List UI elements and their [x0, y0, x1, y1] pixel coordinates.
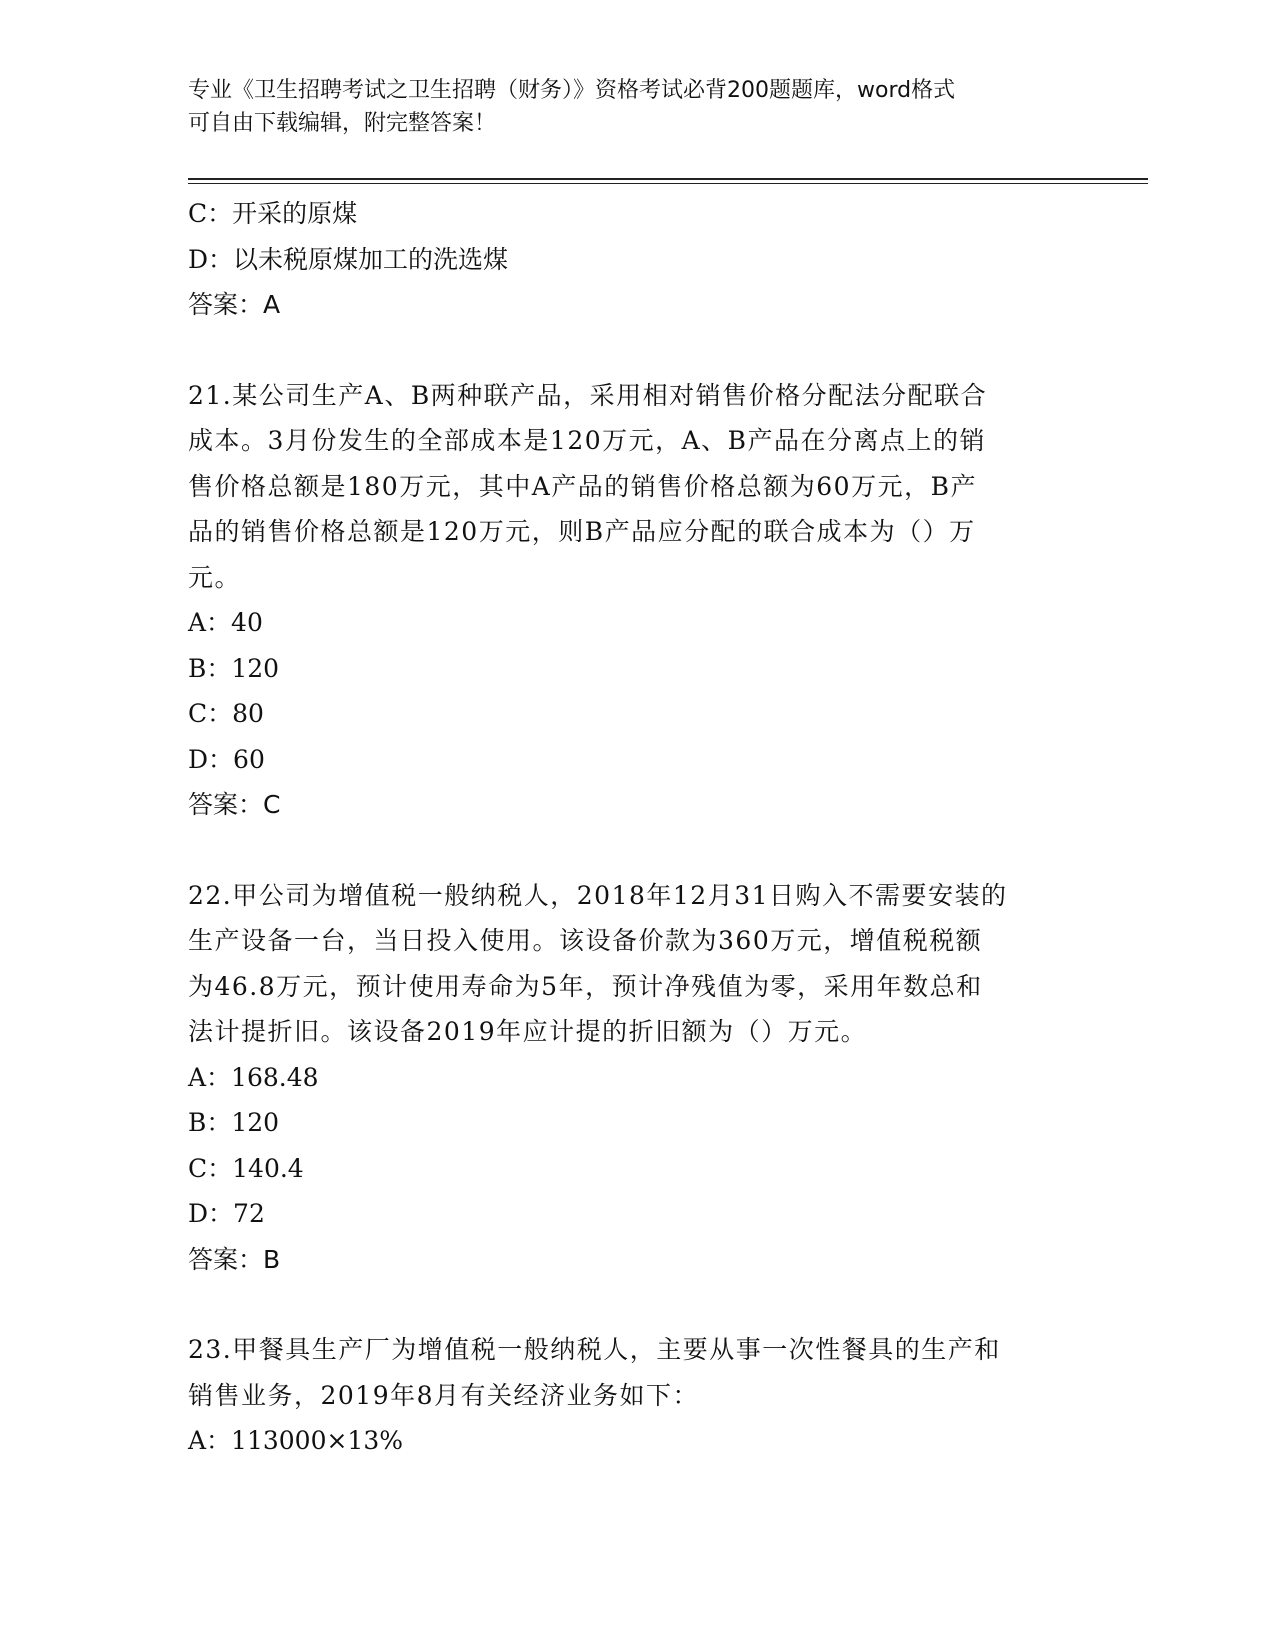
- question-text-line: 生产设备一台，当日投入使用。该设备价款为360万元，增值税税额: [188, 926, 983, 955]
- question-21: [188, 373, 1088, 828]
- option-b: B：120: [188, 1108, 280, 1137]
- question-content: [188, 191, 1088, 1464]
- question-text-line: 元。: [188, 562, 242, 592]
- option-c: C：140.4: [188, 1153, 304, 1183]
- question-text-line: 品的销售价格总额是120万元，则B产品应分配的联合成本为（）万: [188, 517, 976, 546]
- option-c: C：80: [188, 699, 264, 728]
- option-a: A：113000×13%: [188, 1426, 404, 1455]
- question-text-line: 23.甲餐具生产厂为增值税一般纳税人，主要从事一次性餐具的生产和: [188, 1335, 1001, 1364]
- option-d: D：60: [188, 744, 265, 774]
- option-a: A：40: [188, 608, 263, 637]
- header-divider: [188, 178, 1148, 180]
- document-header: [188, 74, 1068, 140]
- answer: 答案：B: [188, 1244, 281, 1274]
- answer: 答案：C: [188, 790, 281, 819]
- question-text-line: 销售业务，2019年8月有关经济业务如下：: [188, 1380, 700, 1410]
- option-d: D：以未税原煤加工的洗选煤: [188, 244, 509, 274]
- question-text-line: 22.甲公司为增值税一般纳税人，2018年12月31日购入不需要安装的: [188, 880, 1008, 910]
- header-line-2: 可自由下载编辑，附完整答案！: [188, 111, 497, 136]
- question-23: [188, 1327, 1088, 1464]
- question-text-line: 售价格总额是180万元，其中A产品的销售价格总额为60万元，B产: [188, 471, 977, 501]
- question-22: [188, 873, 1088, 1283]
- question-text-line: 成本。3月份发生的全部成本是120万元，A、B产品在分离点上的销: [188, 426, 987, 455]
- question-text-line: 21.某公司生产A、B两种联产品，采用相对销售价格分配法分配联合: [188, 380, 988, 410]
- option-b: B：120: [188, 653, 280, 683]
- answer: 答案：A: [188, 290, 281, 319]
- question-text-line: 法计提折旧。该设备2019年应计提的折旧额为（）万元。: [188, 1017, 868, 1046]
- option-c: C：开采的原煤: [188, 199, 358, 228]
- option-d: D：72: [188, 1199, 265, 1228]
- header-divider-thin: [188, 183, 1148, 184]
- header-line-1: 专业《卫生招聘考试之卫生招聘（财务）》资格考试必背200题题库，word格式: [188, 78, 956, 103]
- option-a: A：168.48: [188, 1062, 319, 1092]
- question-text-line: 为46.8万元，预计使用寿命为5年，预计净残值为零，采用年数总和: [188, 971, 983, 1001]
